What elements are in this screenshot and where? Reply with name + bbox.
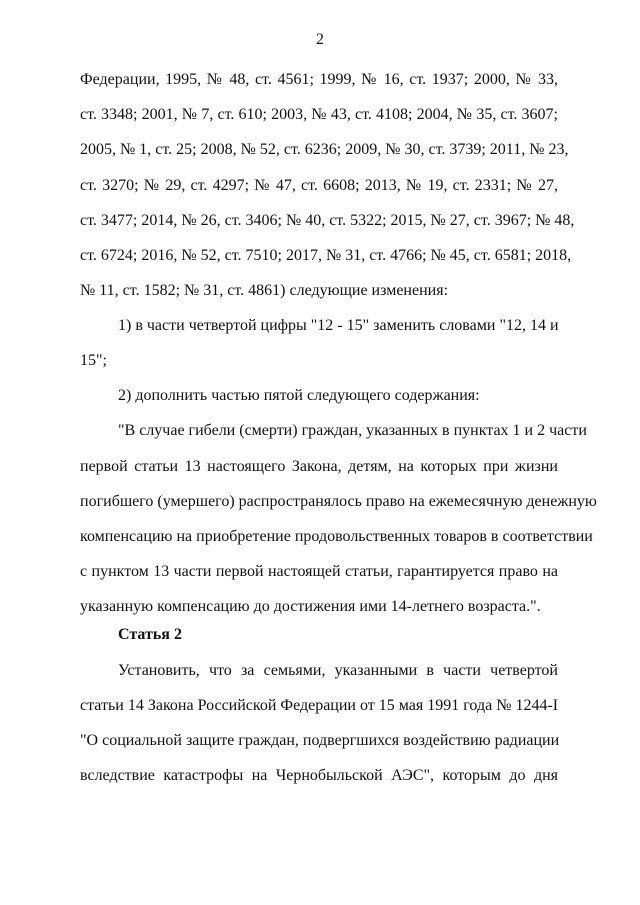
text-line: ст. 6724; 2016, № 52, ст. 7510; 2017, № 31, ст. 4766; № 45, ст. 6581; 2018, (80, 247, 572, 264)
text-line: вследствие катастрофы на Чернобыльской АЭС", которым до дня (80, 767, 558, 784)
text-line: Установить, что за семьями, указанными в части четвертой (118, 662, 558, 679)
text-line: ст. 3477; 2014, № 26, ст. 3406; № 40, ст. 5322; 2015, № 27, ст. 3967; № 48, (80, 212, 575, 229)
text-line: ст. 3270; № 29, ст. 4297; № 47, ст. 6608; 2013, № 19, ст. 2331; № 27, (80, 177, 558, 194)
text-line: первой статьи 13 настоящего Закона, детям, на которых при жизни (80, 458, 558, 475)
text-line: Федерации, 1995, № 48, ст. 4561; 1999, № 16, ст. 1937; 2000, № 33, (80, 71, 558, 88)
text-line: 1) в части четвертой цифры "12 - 15" заменить словами "12, 14 и (118, 317, 559, 334)
text-line: компенсацию на приобретение продовольственных товаров в соответствии (80, 528, 593, 545)
text-line: статьи 14 Закона Российской Федерации от 15 мая 1991 года № 1244-I (80, 697, 559, 714)
text-line: указанную компенсацию до достижения ими 14-летнего возраста.". (80, 598, 541, 615)
text-line: "В случае гибели (смерти) граждан, указанных в пунктах 1 и 2 части (118, 422, 587, 439)
page-number: 2 (316, 31, 324, 48)
text-line: с пунктом 13 части первой настоящей статьи, гарантируется право на (80, 563, 558, 580)
text-line: "О социальной защите граждан, подвергшихся воздействию радиации (80, 732, 560, 749)
text-line: 2) дополнить частью пятой следующего содержания: (118, 387, 480, 404)
article-heading: Статья 2 (118, 626, 182, 643)
text-line: 15"; (80, 352, 107, 369)
text-line: погибшего (умершего) распространялось право на ежемесячную денежную (80, 493, 597, 510)
text-line: № 11, ст. 1582; № 31, ст. 4861) следующие изменения: (80, 282, 449, 299)
text-line: 2005, № 1, ст. 25; 2008, № 52, ст. 6236; 2009, № 30, ст. 3739; 2011, № 23, (80, 141, 569, 158)
text-line: ст. 3348; 2001, № 7, ст. 610; 2003, № 43, ст. 4108; 2004, № 35, ст. 3607; (80, 106, 558, 123)
